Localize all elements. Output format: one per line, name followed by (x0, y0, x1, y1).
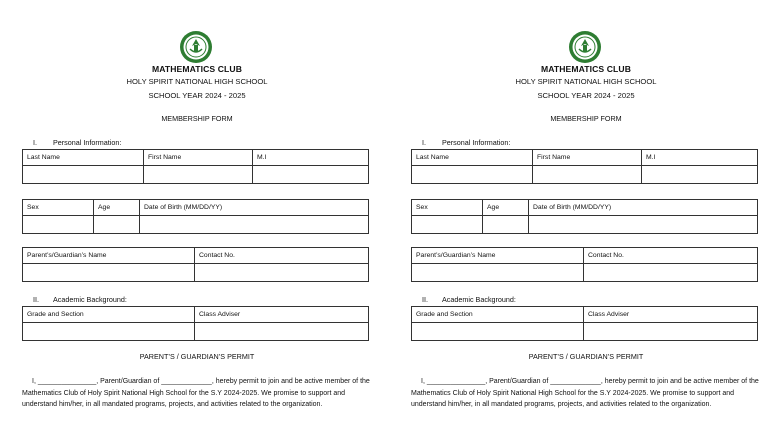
age-label: Age (483, 200, 529, 216)
club-title: MATHEMATICS CLUB (540, 64, 632, 74)
school-year: SCHOOL YEAR 2024 - 2025 (148, 91, 246, 100)
parent-name-label: Parent’s/Guardian’s Name (23, 248, 195, 264)
school-year: SCHOOL YEAR 2024 - 2025 (537, 91, 635, 100)
section-title: Personal Information: (442, 138, 511, 147)
school-seal-icon (179, 30, 213, 64)
parent-table (411, 247, 758, 282)
parent-name-label: Parent’s/Guardian’s Name (412, 248, 584, 264)
sex-field[interactable] (23, 216, 94, 234)
academic-table (411, 306, 758, 341)
membership-form-left (22, 0, 372, 441)
section-academic-background (422, 295, 516, 304)
grade-section-label: Grade and Section (412, 307, 584, 323)
section-number: II. (422, 295, 428, 304)
sex-label: Sex (412, 200, 483, 216)
class-adviser-label: Class Adviser (584, 307, 758, 323)
sex-label: Sex (23, 200, 94, 216)
middle-initial-field[interactable] (642, 166, 758, 184)
name-table (22, 149, 369, 184)
last-name-field[interactable] (412, 166, 533, 184)
contact-field[interactable] (584, 264, 758, 282)
section-number: I. (422, 138, 426, 147)
class-adviser-field[interactable] (195, 323, 369, 341)
grade-section-field[interactable] (412, 323, 584, 341)
section-academic-background (33, 295, 127, 304)
parent-table (22, 247, 369, 282)
contact-field[interactable] (195, 264, 369, 282)
permit-title: PARENT’S / GUARDIAN’S PERMIT (139, 352, 255, 361)
section-title: Academic Background: (442, 295, 516, 304)
class-adviser-label: Class Adviser (195, 307, 369, 323)
middle-initial-label: M.I (253, 150, 369, 166)
name-table (411, 149, 758, 184)
age-field[interactable] (483, 216, 529, 234)
school-name: HOLY SPIRIT NATIONAL HIGH SCHOOL (126, 77, 268, 86)
permit-text: I, _______________, Parent/Guardian of _____________, hereby permit to join and be active member of the Mathematics Club of Holy Spirit National High School for the S.Y 2024-2025. We promise to support and understand him/her, in all mandated programs, projects, and activities related to the organization. (22, 378, 370, 408)
section-number: II. (33, 295, 39, 304)
permit-statement (22, 376, 372, 411)
bio-table (411, 199, 758, 234)
permit-statement (411, 376, 761, 411)
dob-label: Date of Birth (MM/DD/YY) (140, 200, 369, 216)
section-number: I. (33, 138, 37, 147)
permit-text: I, _______________, Parent/Guardian of _____________, hereby permit to join and be active member of the Mathematics Club of Holy Spirit National High School for the S.Y 2024-2025. We promise to support and understand him/her, in all mandated programs, projects, and activities related to the organization. (411, 378, 759, 408)
academic-table (22, 306, 369, 341)
first-name-field[interactable] (144, 166, 253, 184)
contact-label: Contact No. (584, 248, 758, 264)
form-title: MEMBERSHIP FORM (550, 114, 622, 123)
class-adviser-field[interactable] (584, 323, 758, 341)
membership-form-right (411, 0, 761, 441)
dob-label: Date of Birth (MM/DD/YY) (529, 200, 758, 216)
last-name-label: Last Name (23, 150, 144, 166)
bio-table (22, 199, 369, 234)
form-title: MEMBERSHIP FORM (161, 114, 233, 123)
club-title: MATHEMATICS CLUB (151, 64, 243, 74)
parent-name-field[interactable] (23, 264, 195, 282)
dob-field[interactable] (140, 216, 369, 234)
grade-section-label: Grade and Section (23, 307, 195, 323)
first-name-label: First Name (533, 150, 642, 166)
grade-section-field[interactable] (23, 323, 195, 341)
parent-name-field[interactable] (412, 264, 584, 282)
sex-field[interactable] (412, 216, 483, 234)
middle-initial-label: M.I (642, 150, 758, 166)
school-name: HOLY SPIRIT NATIONAL HIGH SCHOOL (515, 77, 657, 86)
age-label: Age (94, 200, 140, 216)
last-name-field[interactable] (23, 166, 144, 184)
dob-field[interactable] (529, 216, 758, 234)
section-title: Academic Background: (53, 295, 127, 304)
permit-title: PARENT’S / GUARDIAN’S PERMIT (528, 352, 644, 361)
last-name-label: Last Name (412, 150, 533, 166)
section-personal-info (422, 138, 510, 147)
contact-label: Contact No. (195, 248, 369, 264)
age-field[interactable] (94, 216, 140, 234)
section-personal-info (33, 138, 121, 147)
school-seal-icon (568, 30, 602, 64)
first-name-field[interactable] (533, 166, 642, 184)
section-title: Personal Information: (53, 138, 122, 147)
first-name-label: First Name (144, 150, 253, 166)
middle-initial-field[interactable] (253, 166, 369, 184)
